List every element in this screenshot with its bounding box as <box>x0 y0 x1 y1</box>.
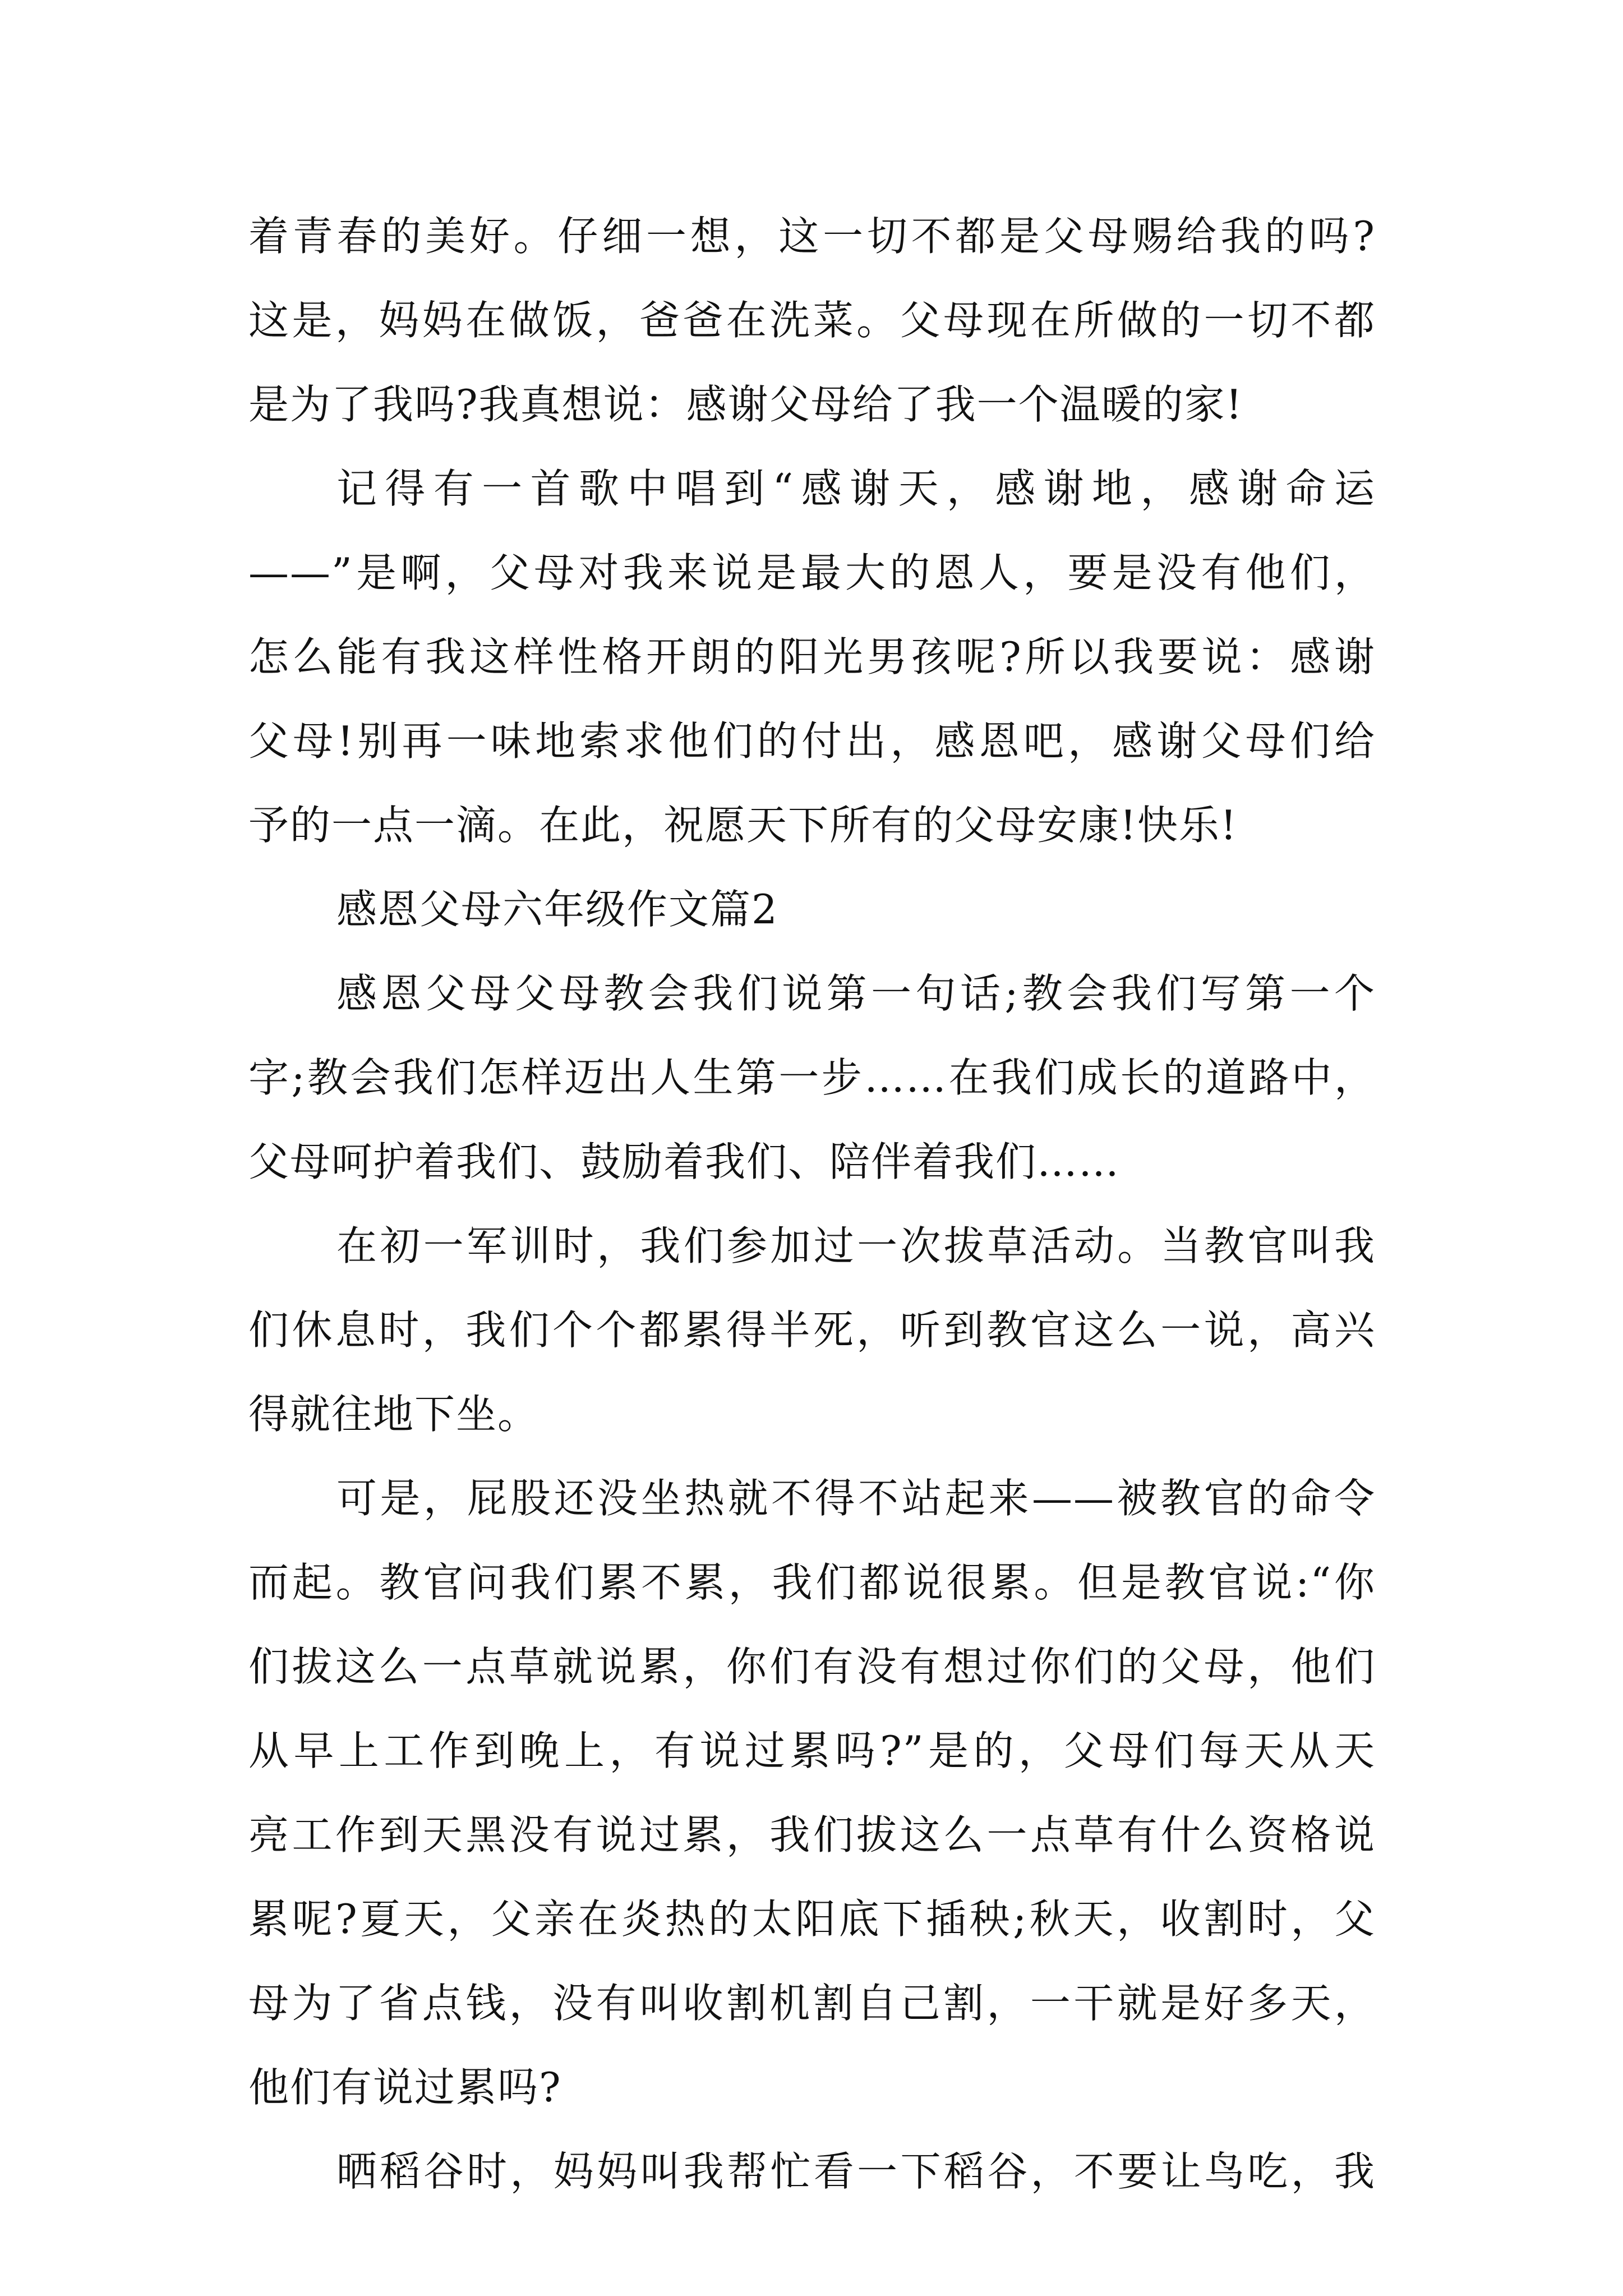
text-line: 得就往地下坐。 <box>248 1391 540 1438</box>
paragraph-first-line: 记得有一首歌中唱到“感谢天，感谢地，感谢命运 <box>336 465 1376 512</box>
text-line: 们拔这么一点草就说累，你们有没有想过你们的父母，他们 <box>248 1643 1376 1690</box>
text-line: 亮工作到天黑没有说过累，我们拔这么一点草有什么资格说 <box>248 1811 1376 1858</box>
paragraph-first-line: 感恩父母父母教会我们说第一句话;教会我们写第一个 <box>336 970 1376 1017</box>
paragraph-first-line: 在初一军训时，我们参加过一次拔草活动。当教官叫我 <box>336 1222 1376 1269</box>
text-line: 字;教会我们怎样迈出人生第一步……在我们成长的道路中， <box>248 1054 1376 1101</box>
text-line: 这是，妈妈在做饭，爸爸在洗菜。父母现在所做的一切不都 <box>248 297 1376 344</box>
text-line: 而起。教官问我们累不累，我们都说很累。但是教官说:“你 <box>248 1559 1376 1606</box>
text-line: 累呢?夏天，父亲在炎热的太阳底下插秧;秋天，收割时，父 <box>248 1895 1376 1943</box>
text-line: 母为了省点钱，没有叫收割机割自己割，一干就是好多天， <box>248 1980 1376 2027</box>
text-line: 从早上工作到晚上，有说过累吗?”是的，父母们每天从天 <box>248 1727 1376 1774</box>
section-heading: 感恩父母六年级作文篇2 <box>336 886 778 933</box>
text-line: 着青春的美好。仔细一想，这一切不都是父母赐给我的吗? <box>248 213 1376 260</box>
paragraph-first-line: 晒稻谷时，妈妈叫我帮忙看一下稻谷，不要让鸟吃，我 <box>336 2148 1376 2195</box>
text-line: ——”是啊，父母对我来说是最大的恩人，要是没有他们， <box>248 549 1376 596</box>
text-line: 怎么能有我这样性格开朗的阳光男孩呢?所以我要说：感谢 <box>248 633 1376 680</box>
text-line: 是为了我吗?我真想说：感谢父母给了我一个温暖的家! <box>248 381 1243 428</box>
text-line: 父母呵护着我们、鼓励着我们、陪伴着我们…… <box>248 1138 1121 1185</box>
text-line: 他们有说过累吗? <box>248 2064 562 2111</box>
text-line: 们休息时，我们个个都累得半死，听到教官这么一说，高兴 <box>248 1306 1376 1354</box>
paragraph-first-line: 可是，屁股还没坐热就不得不站起来——被教官的命令 <box>336 1475 1376 1522</box>
text-line: 父母!别再一味地索求他们的付出，感恩吧，感谢父母们给 <box>248 717 1376 765</box>
text-line: 予的一点一滴。在此，祝愿天下所有的父母安康!快乐! <box>248 802 1238 849</box>
